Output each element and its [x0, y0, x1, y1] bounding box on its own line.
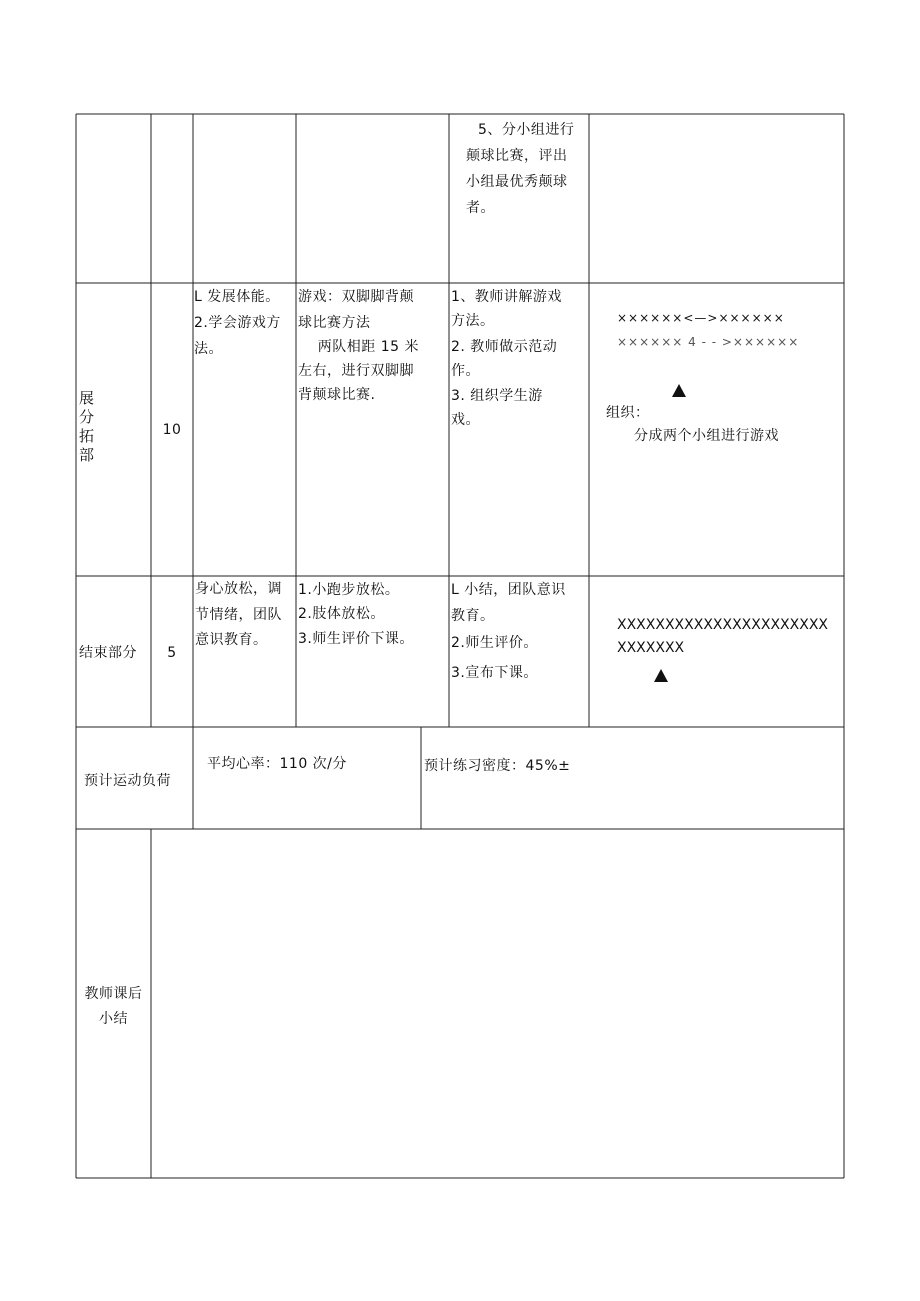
procedure-line: 颠球比赛，评出 — [466, 148, 568, 164]
minutes-ending: 5 — [167, 645, 177, 661]
method-line: 教育。 — [451, 608, 495, 624]
content-line: 背颠球比赛. — [298, 387, 376, 403]
content-line: 两队相距 15 米 — [298, 339, 420, 355]
label-char: 展 — [79, 389, 95, 407]
goal-line: L 发展体能。 — [194, 289, 280, 305]
heart-rate: 平均心率：110 次/分 — [207, 756, 347, 772]
method-line: 2.师生评价。 — [451, 635, 538, 651]
goal-line: 节情绪，团队 — [195, 607, 282, 623]
section-label-ending: 结束部分 — [79, 645, 137, 661]
load-label: 预计运动负荷 — [84, 773, 171, 789]
practice-density: 预计练习密度：45%± — [424, 758, 571, 774]
content-line: 1.小跑步放松。 — [298, 582, 400, 598]
teacher-triangle-icon — [672, 384, 686, 397]
method-line: 作。 — [451, 363, 480, 379]
content-line: 2.肢体放松。 — [298, 606, 385, 622]
formation-row-2: XXXXXXX — [617, 640, 685, 656]
method-line: 3.宣布下课。 — [451, 665, 538, 681]
method-line: 3. 组织学生游 — [451, 388, 543, 404]
goal-line: 身心放松，调 — [195, 581, 282, 597]
summary-label: 小结 — [99, 1011, 128, 1027]
method-line: 方法。 — [451, 313, 495, 329]
goal-line: 意识教育。 — [195, 632, 268, 648]
procedure-line: 者。 — [466, 200, 495, 216]
teacher-triangle-icon — [654, 669, 668, 682]
method-line: 戏。 — [451, 412, 480, 428]
summary-content-area[interactable] — [152, 830, 843, 1177]
formation-row-2: ×××××× 4 - - >×××××× — [617, 335, 800, 349]
summary-label: 教师课后 — [84, 986, 143, 1002]
content-line: 游戏：双脚脚背颠 — [298, 289, 414, 305]
formation-row-1: ××××××<—>×××××× — [617, 311, 785, 325]
procedure-line: 小组最优秀颠球 — [466, 174, 568, 190]
organization-text: 分成两个小组进行游戏 — [634, 428, 779, 444]
label-char: 分 — [79, 408, 95, 426]
formation-row-1: XXXXXXXXXXXXXXXXXXXXXX — [617, 617, 828, 633]
goal-line: 2.学会游戏方 — [194, 315, 281, 331]
procedure-line: 5、分小组进行 — [478, 122, 575, 138]
content-line: 球比赛方法 — [298, 315, 371, 331]
section-label-expansion — [79, 389, 99, 465]
content-line: 左右，进行双脚脚 — [298, 363, 414, 379]
label-char: 部 — [79, 446, 95, 464]
method-line: 2. 教师做示范动 — [451, 339, 558, 355]
minutes-expansion: 10 — [162, 422, 182, 438]
content-line: 3.师生评价下课。 — [298, 631, 414, 647]
method-line: L 小结，团队意识 — [451, 582, 566, 598]
organization-label: 组织： — [606, 405, 650, 421]
goal-line: 法。 — [194, 341, 223, 357]
method-line: 1、教师讲解游戏 — [451, 289, 562, 305]
label-char: 拓 — [79, 427, 95, 445]
